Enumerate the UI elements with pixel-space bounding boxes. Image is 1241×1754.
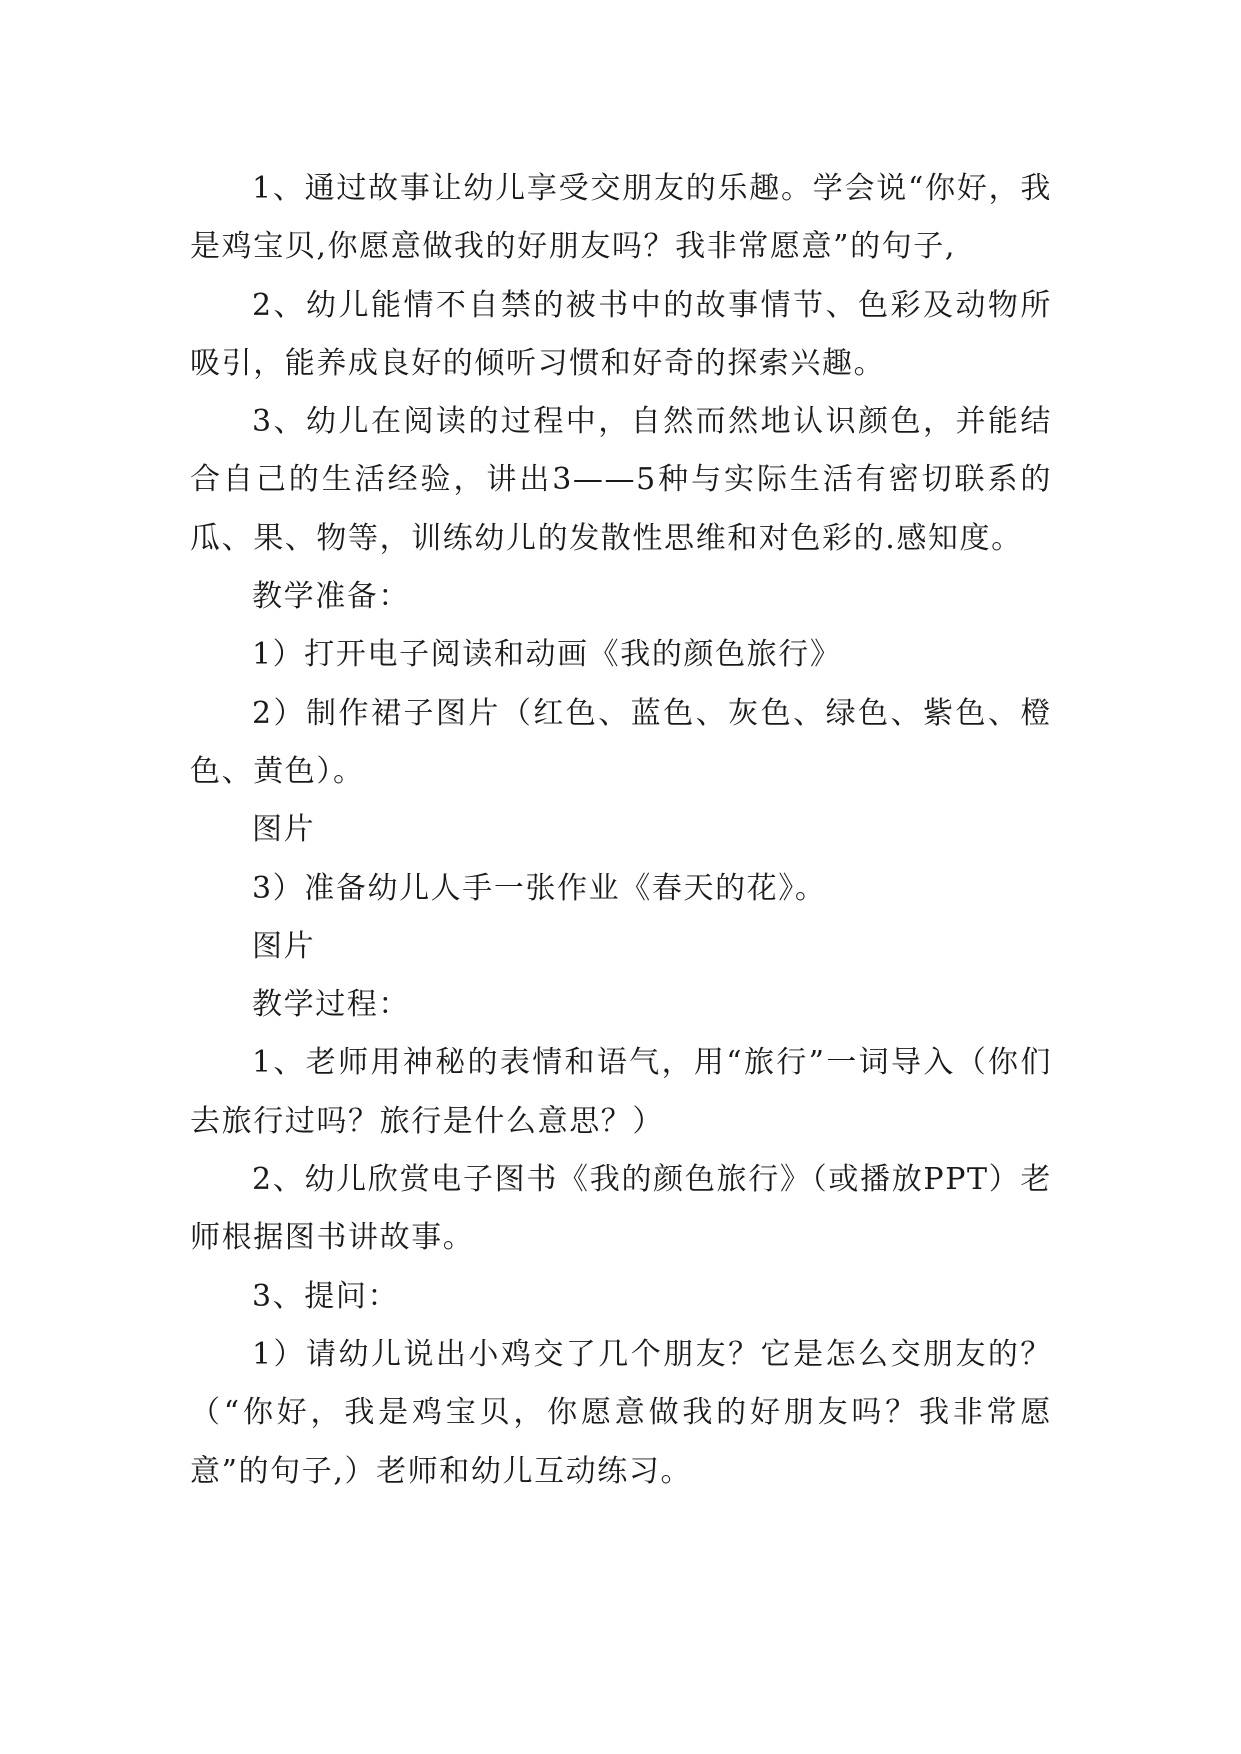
paragraph-process-2: 2、幼儿欣赏电子图书《我的颜色旅行》（或播放PPT）老师根据图书讲故事。 xyxy=(190,1162,1052,1256)
paragraph-process-1: 1、老师用神秘的表情和语气，用“旅行”一词导入（你们去旅行过吗？旅行是什么意思？） xyxy=(190,1045,1052,1139)
section-heading-preparation: 教学准备： xyxy=(252,579,410,615)
section-heading-process: 教学过程： xyxy=(252,987,410,1023)
paragraph-prep-3: 3）准备幼儿人手一张作业《春天的花》。 xyxy=(252,870,827,906)
paragraph-process-3: 3、提问： xyxy=(252,1278,400,1314)
paragraph-goal-2: 2、幼儿能情不自禁的被书中的故事情节、色彩及动物所吸引，能养成良好的倾听习惯和好奇的探索兴趣。 xyxy=(190,287,1052,381)
paragraph-prep-2: 2）制作裙子图片（红色、蓝色、灰色、绿色、紫色、橙色、黄色）。 xyxy=(190,695,1052,789)
image-placeholder-label: 图片 xyxy=(252,928,316,964)
paragraph-question-1: 1）请幼儿说出小鸡交了几个朋友？它是怎么交朋友的？（“你好，我是鸡宝贝，你愿意做我的好朋友吗？我非常愿意”的句子,）老师和幼儿互动练习。 xyxy=(190,1336,1052,1489)
image-placeholder-label: 图片 xyxy=(252,812,316,848)
document-body xyxy=(190,160,1052,1501)
paragraph-prep-1: 1）打开电子阅读和动画《我的颜色旅行》 xyxy=(252,637,842,673)
paragraph-goal-3: 3、幼儿在阅读的过程中，自然而然地认识颜色，并能结合自己的生活经验，讲出3——5种与实际生活有密切联系的瓜、果、物等，训练幼儿的发散性思维和对色彩的.感知度。 xyxy=(190,404,1052,556)
paragraph-goal-1: 1、通过故事让幼儿享受交朋友的乐趣。学会说“你好，我是鸡宝贝,你愿意做我的好朋友吗？我非常愿意”的句子, xyxy=(190,171,1052,265)
